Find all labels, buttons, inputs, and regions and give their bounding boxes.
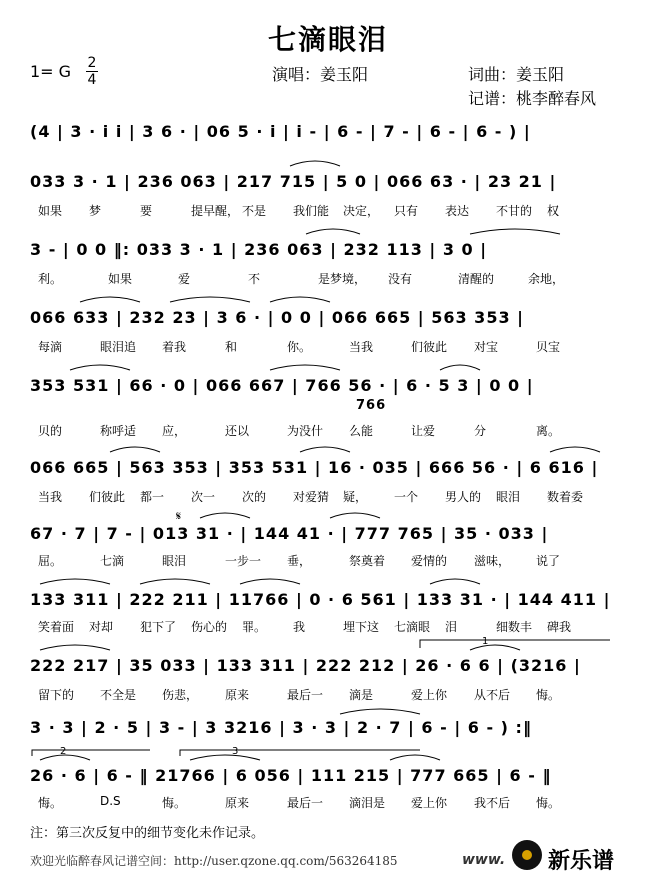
lyric-word: 当我 <box>38 490 63 504</box>
lyric-word: 还以 <box>225 424 250 438</box>
lyric-word: 决定， <box>343 204 380 218</box>
lyric-line <box>30 422 626 438</box>
lyric-word: 数着委 <box>547 490 584 504</box>
lyric-word: 说了 <box>536 554 561 568</box>
slur-arc <box>70 365 130 370</box>
lyric-word: 分 <box>474 424 487 438</box>
staff-line-notes: 066 633 | 232 23 | 3 6 · | 0 0 | 066 665 | 563 353 | <box>30 308 524 327</box>
lyric-word: 称呼适 <box>100 424 137 438</box>
lyric-word: 不 <box>248 272 261 286</box>
slur-arc <box>330 513 380 518</box>
lyric-word: 们彼此 <box>89 490 126 504</box>
lyric-word: 原来 <box>225 796 250 810</box>
lyric-word: 如果 <box>38 204 63 218</box>
lyric-word: 伤悲， <box>162 688 199 702</box>
volta-bracket <box>180 750 420 756</box>
slur-arc <box>440 365 480 370</box>
slur-arc <box>40 755 90 760</box>
lyric-word: 利。 <box>38 272 63 286</box>
lyric-word: 眼泪追 <box>100 340 137 354</box>
lyric-word: 最后一 <box>287 688 324 702</box>
slur-arc <box>430 579 480 584</box>
slur-arc <box>140 579 210 584</box>
lyric-word: 悔。 <box>536 688 561 702</box>
lyric-word: 么能 <box>349 424 374 438</box>
lyric-word: 为没什 <box>287 424 324 438</box>
slur-arc <box>340 709 420 714</box>
lyric-word: 滋味， <box>474 554 511 568</box>
lyric-word: 爱 <box>178 272 191 286</box>
lyric-line <box>30 552 626 568</box>
lyric-line <box>30 686 626 702</box>
slur-arc <box>300 447 350 452</box>
logo-icon <box>512 840 542 870</box>
slur-arc <box>470 645 520 650</box>
slur-arc <box>390 755 440 760</box>
lyric-word: D.S <box>100 794 121 808</box>
slur-arc <box>270 297 330 302</box>
lyric-line <box>30 270 626 286</box>
lyric-word: 要 <box>140 204 153 218</box>
lyric-word: 埋下这 <box>343 620 380 634</box>
lyric-word: 从不后 <box>474 688 511 702</box>
volta-bracket <box>32 750 150 756</box>
slur-arc <box>550 447 600 452</box>
lyric-line <box>30 618 626 634</box>
lyric-word: 没有 <box>388 272 413 286</box>
lyric-word: 让爱 <box>411 424 436 438</box>
lyric-word: 不是 <box>242 204 267 218</box>
lyric-word: 我们能 <box>293 204 330 218</box>
lyric-word: 对爱猜 <box>293 490 330 504</box>
staff-line-notes: 066 665 | 563 353 | 353 531 | 16 · 035 | 666 56 · | 6 616 | <box>30 458 599 477</box>
lyric-word: 着我 <box>162 340 187 354</box>
lyric-word: 余地， <box>528 272 565 286</box>
lyric-word: 笑着面 <box>38 620 75 634</box>
lyric-word: 我不后 <box>474 796 511 810</box>
volta-number: 2 <box>60 746 67 757</box>
lyric-word: 祭奠着 <box>349 554 386 568</box>
lyric-word: 对却 <box>89 620 114 634</box>
time-signature <box>86 56 98 87</box>
staff-line-notes: 3 · 3 | 2 · 5 | 3 - | 3 3216 | 3 · 3 | 2 · 7 | 6 - | 6 - ) :‖ <box>30 718 532 737</box>
footer-url: 欢迎光临醉春风记谱空间：http://user.qzone.qq.com/563264185 <box>30 854 398 868</box>
staff-line-notes: 3 - | 0 0 ‖: 033 3 · 1 | 236 063 | 232 113 | 3 0 | <box>30 240 488 259</box>
staff-line-notes: 67 · 7 | 7 - | 013 31 · | 144 41 · | 777 765 | 35 · 033 | <box>30 524 549 543</box>
footnote: 注：第三次反复中的细节变化未作记录。 <box>30 826 265 841</box>
lyric-word: 眼泪 <box>162 554 187 568</box>
time-signature-top: 2 <box>87 55 97 71</box>
lyric-word: 男人的 <box>445 490 482 504</box>
lyric-word: 原来 <box>225 688 250 702</box>
lyric-word: 一个 <box>394 490 419 504</box>
lyric-line <box>30 338 626 354</box>
lyric-word: 爱情的 <box>411 554 448 568</box>
lyric-word: 只有 <box>394 204 419 218</box>
slur-arc <box>290 161 340 166</box>
lyric-word: 提早醒， <box>191 204 240 218</box>
slur-arc <box>80 297 140 302</box>
lyric-word: 你。 <box>287 340 312 354</box>
slur-arc <box>190 755 260 760</box>
lyric-word: 疑， <box>343 490 368 504</box>
staff-line-notes: 222 217 | 35 033 | 133 311 | 222 212 | 26 · 6 6 | (3216 | <box>30 656 581 675</box>
lyric-word: 们彼此 <box>411 340 448 354</box>
key-signature: 1= G <box>30 62 72 81</box>
watermark-text: www. <box>462 852 506 868</box>
lyric-word: 不全是 <box>100 688 137 702</box>
slur-arc <box>470 229 560 234</box>
lyric-word: 不甘的 <box>496 204 533 218</box>
lyric-word: 离。 <box>536 424 561 438</box>
lyric-word: 最后一 <box>287 796 324 810</box>
lyric-word: 和 <box>225 340 238 354</box>
slur-arc <box>240 579 300 584</box>
lyric-word: 泪 <box>445 620 458 634</box>
lyric-word: 清醒的 <box>458 272 495 286</box>
lyric-word: 垂， <box>287 554 312 568</box>
staff-line-notes: 133 311 | 222 211 | 11766 | 0 · 6 561 | 133 31 · | 144 411 | <box>30 590 611 609</box>
volta-bracket <box>420 640 610 648</box>
lyric-word: 每滴 <box>38 340 63 354</box>
segno-icon: 𝄋 <box>176 509 182 523</box>
staff-line-notes: 353 531 | 66 · 0 | 066 667 | 766 56 · | 6 · 5 3 | 0 0 | <box>30 376 534 395</box>
lyric-word: 贝宝 <box>536 340 561 354</box>
lyric-word: 七滴 <box>100 554 125 568</box>
composer-credit: 词曲：姜玉阳 <box>468 65 565 84</box>
lyric-word: 犯下了 <box>140 620 177 634</box>
lyric-word: 悔。 <box>38 796 63 810</box>
lyric-word: 次的 <box>242 490 267 504</box>
volta-number: 3 <box>232 746 239 757</box>
slur-arc <box>110 447 160 452</box>
volta-number: 1 <box>482 636 489 647</box>
slur-arc <box>40 579 110 584</box>
lyric-word: 贝的 <box>38 424 63 438</box>
lyric-word: 悔。 <box>162 796 187 810</box>
lyric-line <box>30 488 626 504</box>
staff-line-notes: 26 · 6 | 6 - ‖ 21766 | 6 056 | 111 215 | 777 665 | 6 - ‖ <box>30 766 552 785</box>
lyric-word: 权 <box>547 204 560 218</box>
staff-line-notes: 033 3 · 1 | 236 063 | 217 715 | 5 0 | 066 63 · | 23 21 | <box>30 172 557 191</box>
lyric-word: 悔。 <box>536 796 561 810</box>
lyric-word: 梦 <box>89 204 102 218</box>
slur-arc <box>270 365 340 370</box>
lyric-word: 细数丰 <box>496 620 533 634</box>
lyric-word: 七滴眼 <box>394 620 431 634</box>
time-signature-bottom: 4 <box>87 72 97 88</box>
lyric-word: 对宝 <box>474 340 499 354</box>
lyric-line <box>30 794 626 810</box>
song-title: 七滴眼泪 <box>267 23 388 56</box>
lyric-word: 表达 <box>445 204 470 218</box>
staff-line-notes: (4 | 3 · i i | 3 6 · | 06 5 · i | i - | 6 - | 7 - | 6 - | 6 - ) | <box>30 122 531 141</box>
lyric-word: 如果 <box>108 272 133 286</box>
lyric-word: 当我 <box>349 340 374 354</box>
lyric-line <box>30 202 626 218</box>
lyric-word: 滴泪是 <box>349 796 386 810</box>
slur-arc <box>170 297 250 302</box>
lyric-word: 屈。 <box>38 554 63 568</box>
lyric-word: 爱上你 <box>411 688 448 702</box>
slur-arc <box>200 513 250 518</box>
slur-arc <box>306 229 360 234</box>
lyric-word: 滴是 <box>349 688 374 702</box>
transcriber-credit: 记谱：桃李醉春风 <box>468 89 597 108</box>
lyric-word: 爱上你 <box>411 796 448 810</box>
singer-credit: 演唱：姜玉阳 <box>272 65 369 84</box>
lyric-word: 伤心的 <box>191 620 228 634</box>
lyric-word: 眼泪 <box>496 490 521 504</box>
lyric-word: 一步一 <box>225 554 262 568</box>
lyric-word: 次一 <box>191 490 216 504</box>
lyric-word: 是梦境， <box>318 272 367 286</box>
slur-arc <box>40 645 110 650</box>
logo-text: 新乐谱 <box>548 849 615 874</box>
lyric-word: 碑我 <box>547 620 572 634</box>
ossia-notes: 766 <box>356 398 387 413</box>
lyric-word: 我 <box>293 620 306 634</box>
lyric-word: 应， <box>162 424 187 438</box>
lyric-word: 都一 <box>140 490 165 504</box>
lyric-word: 留下的 <box>38 688 75 702</box>
lyric-word: 罪。 <box>242 620 267 634</box>
